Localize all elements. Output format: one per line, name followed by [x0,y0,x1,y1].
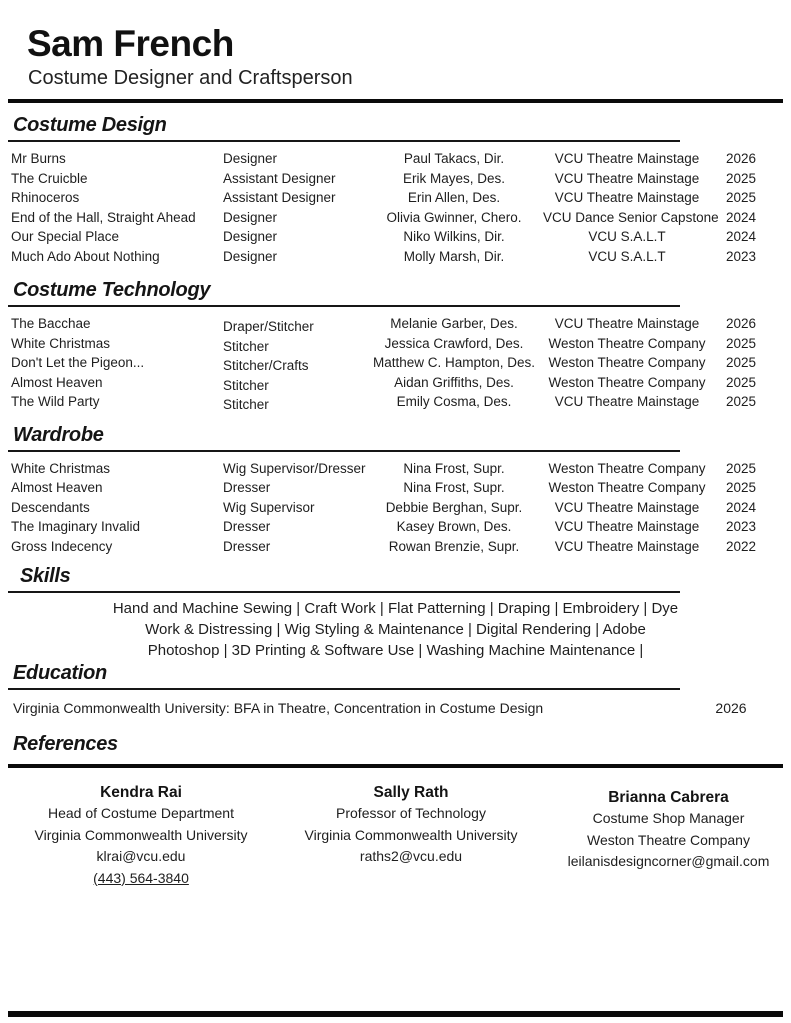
reference-name: Kendra Rai [100,784,182,801]
show-title-cell: Don't Let the Pigeon... [11,355,145,370]
organization-cell: Weston Theatre Company [548,374,706,390]
show-title-cell: Much Ado About Nothing [11,248,160,264]
role-cell: Dresser [223,480,271,495]
contact-cell: Melanie Garber, Des. [390,316,518,331]
show-title-cell: Almost Heaven [11,374,103,390]
year-cell: 2026 [725,316,757,331]
show-title-cell: Almost Heaven [11,480,103,495]
year-cell: 2026 [725,151,757,166]
show-title-cell: Gross Indecency [11,538,113,554]
organization-cell: VCU Theatre Mainstage [554,170,700,186]
show-title-cell: The Imaginary Invalid [11,519,141,534]
skills-line: Photoshop | 3D Printing & Software Use | Washing Machine Maintenance | [147,642,644,659]
role-cell: Designer [223,209,278,225]
contact-cell: Erik Mayes, Des. [402,170,506,186]
reference-organization: Virginia Commonwealth University [304,826,518,843]
section-underline-costume-design [8,140,680,142]
organization-cell: Weston Theatre Company [548,460,706,476]
header-name: Sam French [27,23,234,64]
show-title-cell: The Cruicble [11,170,88,186]
education-row [13,699,761,718]
section-title-education: Education [13,662,107,684]
section-underline-education [8,688,680,690]
contact-cell: Niko Wilkins, Dir. [403,229,505,244]
reference-name: Sally Rath [373,784,449,801]
year-cell: 2024 [725,229,757,244]
reference-card [271,782,551,889]
reference-role: Head of Costume Department [48,805,234,821]
role-cell: Stitcher/Crafts [223,358,309,373]
skills-line: Work & Distressing | Wig Styling & Maintenance | Digital Rendering | Adobe [145,621,646,638]
year-cell: 2025 [725,460,757,476]
organization-cell: Weston Theatre Company [548,480,706,495]
section-title-wardrobe: Wardrobe [13,423,104,446]
contact-cell: Aidan Griffiths, Des. [394,374,514,390]
reference-role: Costume Shop Manager [592,810,745,826]
show-title-cell: White Christmas [11,460,111,476]
reference-email: raths2@vcu.edu [359,848,463,864]
organization-cell: Weston Theatre Company [548,355,706,370]
section-title-costume-technology: Costume Technology [13,279,211,301]
reference-email: leilanisdesigncorner@gmail.com [567,853,770,869]
organization-cell: VCU S.A.L.T [588,248,666,264]
section-underline-skills [8,591,680,593]
organization-cell: Weston Theatre Company [548,335,706,351]
organization-cell: VCU Dance Senior Capstone [543,209,719,225]
references-rule [8,764,783,768]
year-cell: 2024 [725,499,757,515]
role-cell: Assistant Designer [223,190,336,205]
section-underline-costume-technology [8,305,680,307]
organization-cell: VCU Theatre Mainstage [554,499,700,515]
education-year: 2026 [715,700,747,716]
skills-line: Hand and Machine Sewing | Craft Work | Flat Patterning | Draping | Embroidery | Dye [112,600,679,617]
year-cell: 2025 [725,394,757,409]
section-underline-wardrobe [8,450,680,452]
show-title-cell: The Bacchae [11,316,91,331]
year-cell: 2025 [725,355,757,370]
year-cell: 2025 [725,170,757,186]
show-title-cell: White Christmas [11,335,111,351]
show-title-cell: Descendants [11,499,90,515]
role-cell: Wig Supervisor [223,499,315,515]
costume-design-table [11,149,771,266]
role-cell: Dresser [223,519,271,534]
organization-cell: VCU Theatre Mainstage [554,151,700,166]
header-subtitle: Costume Designer and Craftsperson [28,67,353,89]
role-cell: Stitcher [223,377,269,393]
wardrobe-table [11,459,771,557]
contact-cell: Molly Marsh, Dir. [403,248,505,264]
footer-rule [8,1011,783,1017]
section-title-costume-design: Costume Design [13,114,167,136]
role-cell: Stitcher [223,397,269,412]
reference-role: Professor of Technology [336,805,486,821]
skills-list [60,598,731,661]
year-cell: 2025 [725,480,757,495]
organization-cell: VCU Theatre Mainstage [554,316,700,331]
role-cell: Assistant Designer [223,170,336,186]
contact-cell: Erin Allen, Des. [407,190,501,205]
organization-cell: VCU Theatre Mainstage [554,538,700,554]
contact-cell: Debbie Berghan, Supr. [385,499,523,515]
references-grid [11,782,786,889]
reference-organization: Weston Theatre Company [587,831,750,848]
contact-cell: Olivia Gwinner, Chero. [386,209,522,225]
organization-cell: VCU Theatre Mainstage [554,190,700,205]
reference-organization: Virginia Commonwealth University [34,826,248,843]
contact-cell: Rowan Brenzie, Supr. [388,538,520,554]
reference-name: Brianna Cabrera [608,789,729,806]
reference-card [11,782,271,889]
reference-email: klrai@vcu.edu [96,848,186,864]
role-cell: Draper/Stitcher [223,319,314,334]
show-title-cell: End of the Hall, Straight Ahead [11,209,196,225]
role-cell: Stitcher [223,338,269,354]
organization-cell: VCU Theatre Mainstage [554,394,700,409]
contact-cell: Jessica Crawford, Des. [384,335,524,351]
show-title-cell: The Wild Party [11,394,100,409]
section-title-references: References [13,733,118,755]
reference-phone-link[interactable]: (443) 564-3840 [93,869,189,886]
costume-technology-table [11,314,771,412]
show-title-cell: Our Special Place [11,229,120,244]
contact-cell: Nina Frost, Supr. [403,460,505,476]
contact-cell: Paul Takacs, Dir. [403,151,505,166]
contact-cell: Matthew C. Hampton, Des. [372,355,536,370]
year-cell: 2025 [725,335,757,351]
reference-card [551,787,786,889]
contact-cell: Emily Cosma, Des. [396,394,512,409]
education-institution: Virginia Commonwealth University: BFA in Theatre, Concentration in Costume Design [13,700,544,716]
role-cell: Dresser [223,538,271,554]
year-cell: 2025 [725,374,757,390]
role-cell: Designer [223,229,278,244]
contact-cell: Kasey Brown, Des. [396,519,512,534]
year-cell: 2023 [725,248,757,264]
year-cell: 2025 [725,190,757,205]
year-cell: 2023 [725,519,757,534]
contact-cell: Nina Frost, Supr. [403,480,505,495]
role-cell: Designer [223,248,278,264]
year-cell: 2024 [725,209,757,225]
section-title-skills: Skills [20,565,71,587]
show-title-cell: Rhinoceros [11,190,80,205]
show-title-cell: Mr Burns [11,151,66,166]
organization-cell: VCU Theatre Mainstage [554,519,700,534]
role-cell: Wig Supervisor/Dresser [223,460,366,476]
organization-cell: VCU S.A.L.T [588,229,666,244]
header-rule [8,99,783,103]
year-cell: 2022 [725,538,757,554]
role-cell: Designer [223,151,278,166]
